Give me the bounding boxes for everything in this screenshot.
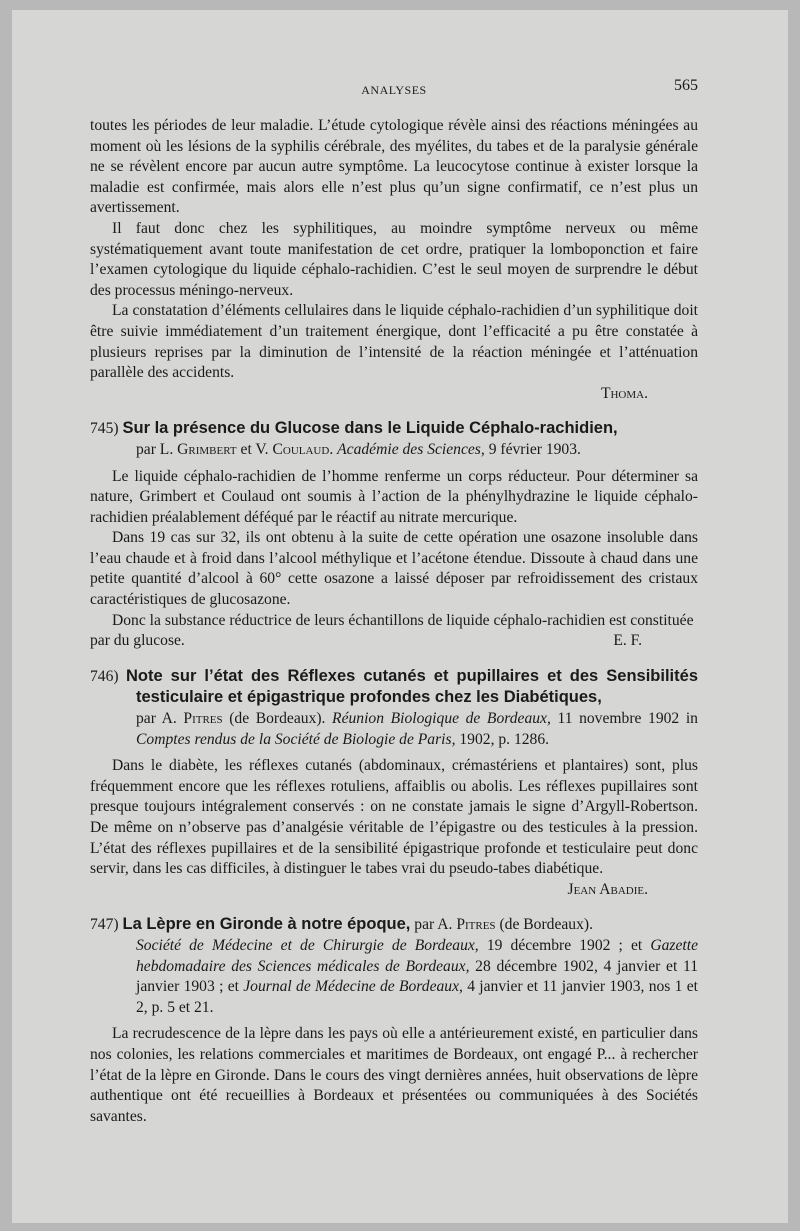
reference-part: Gazette hebdomadaire des Sciences médicales de Bordeaux, [136,936,699,975]
source-title: Réunion Biologique de Bordeaux, [332,710,551,728]
entry-body [90,467,698,652]
entry-title: La Lèpre en Gironde à notre époque, [122,915,411,934]
intro-paragraph: La constatation d’éléments cellulaires dans le liquide céphalo-rachidien d’un syphilitique doit être suivie immédiatement d’un traitement énergique, dont l’efficacité a pu être constatée à plusieurs reprises par la diminution de l’intensité de la réaction méningée et l’atténuation parallèle des accidents. [90,302,698,382]
source-title: Comptes rendus de la Société de Biologie de Paris, [136,730,456,748]
author-affiliation: (de Bordeaux). [499,916,593,934]
reference-part: 4 janvier et 11 janvier 1903, nos 1 et 2, p. 5 et 21. [136,978,699,1016]
byline-prefix: par A. [414,916,453,934]
reference-part: Société de Médecine et de Chirurgie de Bordeaux, [136,936,479,954]
author-name: Grimbert [177,440,237,458]
intro-paragraph: Il faut donc chez les syphilitiques, au moindre symptôme nerveux ou même systématiquement avant toute manifestation de cet ordre, pratiquer la lomboponction et faire l’examen cytologique du liquide céphalo-rachidien. C’est le seul moyen de surprendre le début des processus méningo-nerveux. [90,219,698,299]
entry-body [90,1024,698,1127]
reference-list [136,937,698,1016]
running-head [90,74,698,98]
entry-title: Note sur l’état des Réflexes cutanés et pupillaires et des Sensibilités testiculaire et épigastrique profondes chez les Diabétiques, [125,666,698,707]
source-title: Académie des Sciences, [337,440,485,458]
entry-number: 747) [90,916,119,934]
reference-part: 28 décembre 1902, 4 janvier et 11 janvier 1903 ; et [136,957,698,996]
entry-number: 746) [90,667,119,685]
entry-heading [90,914,698,1018]
entry-paragraph: Le liquide céphalo-rachidien de l’homme renferme un corps réducteur. Pour déterminer sa nature, Grimbert et Coulaud ont soumis à l’action de la phénylhydrazine le liquide céphalo-rachidien préalablement déféqué par le réactif au nitrate mercurique. [90,467,698,526]
entry-heading [90,666,698,750]
source-date: 9 février 1903. [488,440,581,458]
entry-heading [90,418,698,460]
byline-prefix: par A. [136,710,177,728]
entry-paragraph: La recrudescence de la lèpre dans les pays où elle a antérieurement existé, en particulier dans nos colonies, les relations commerciales et maritimes de Bordeaux, ont engagé P... à rechercher l’état de la lèpre en Gironde. Dans le cours des vingt dernières années, huit observations de lèpre authentique ont été recueillies à Bordeaux et présentées ou communiquées à des Sociétés savantes. [90,1025,698,1125]
in-word: in [685,710,698,728]
reference-part: Journal de Médecine de Bordeaux, [243,978,463,996]
reference-part: 19 décembre 1902 ; et [478,936,651,954]
page-number: 565 [674,77,698,94]
signature: Jean Abadie. [567,880,648,898]
author-name: Pitres [183,710,223,728]
running-head-title: ANALYSES [361,83,427,97]
byline-mid: et V. [240,440,269,458]
intro-paragraph: toutes les périodes de leur maladie. L’étude cytologique révèle ainsi des réactions méningées au moment où les lésions de la syphilis cérébrale, des myélites, du tabes et de la paralysie générale ne se révèlent encore par aucun autre symptôme. La leucocytose continue à exister lorsque la maladie est confirmée, mais alors elle n’est plus qu’un signe confirmatif, ce n’est plus un avertissement. [90,117,698,217]
author-name: Pitres [456,916,496,934]
entry-paragraph [90,611,698,652]
byline-prefix: par L. [136,440,174,458]
entry-title: Sur la présence du Glucose dans le Liquide Céphalo-rachidien, [122,419,618,438]
source-date: 11 novembre 1902 [557,710,680,728]
author-name: Coulaud. [272,440,334,458]
entry-paragraph-text: Donc la substance réductrice de leurs échantillons de liquide céphalo-rachidien est constituée par du glucose. [90,611,694,650]
entry-paragraph: Dans le diabète, les réflexes cutanés (abdominaux, crémastériens et plantaires) sont, plus fréquemment encore que les réflexes rotuliens, affaiblis ou abolis. Les réflexes pupillaires sont presque toujours intégralement conservés : on ne constate jamais le signe d’Argyll-Robertson. De même on n’observe pas d’analgésie véritable de l’épigastre ou des testicules à la pression. L’état des réflexes pupillaires et de la sensibilité épigastrique profonde et testiculaire peut donc servir, dans les cas difficiles, à distinguer le tabes vrai du pseudo-tabes diabétique. [90,757,698,878]
entry-number: 745) [90,420,119,438]
entry-body [90,756,698,900]
signature: Thoma. [600,384,648,402]
signature: E. F. [613,632,642,650]
author-affiliation: (de Bordeaux). [229,710,326,728]
entry-paragraph: Dans 19 cas sur 32, ils ont obtenu à la suite de cette opération une osazone insoluble dans l’eau chaude et à froid dans l’alcool méthylique et l’acétone étendue. Dissoute à chaud dans une petite quantité d’alcool à 60° cette osazone a laissé déposer par refroidissement des cristaux caractéristiques de glucosazone. [90,529,698,609]
page-content [90,74,698,1127]
source-ref: 1902, p. 1286. [459,730,550,748]
